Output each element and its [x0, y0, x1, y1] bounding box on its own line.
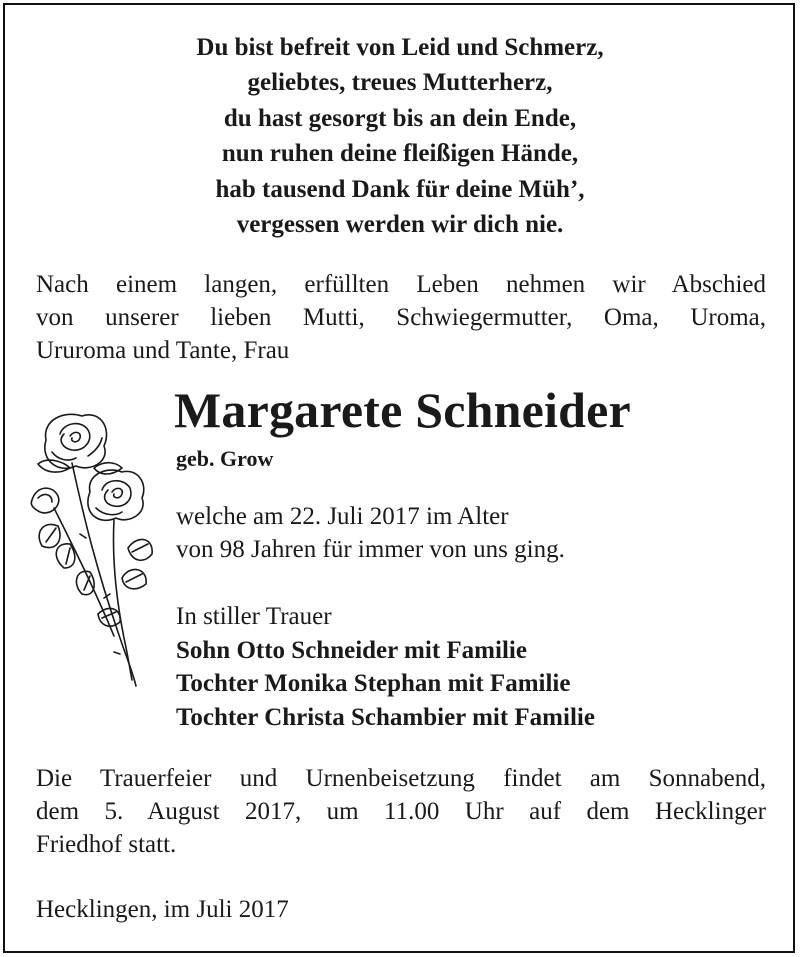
poem-line: geliebtes, treues Mutterherz,	[247, 69, 553, 97]
death-notice	[176, 500, 565, 566]
poem-line: Du bist befreit von Leid und Schmerz,	[196, 34, 604, 61]
intro-line: Nach einem langen, erfüllten Leben nehmen wir Abschied	[36, 271, 766, 298]
poem	[0, 30, 800, 242]
poem-line: vergessen werden wir dich nie.	[236, 211, 564, 239]
poem-line: du hast gesorgt bis an dein Ende,	[223, 104, 577, 132]
funeral-paragraph	[36, 762, 766, 861]
death-notice-line: welche am 22. Juli 2017 im Alter	[176, 503, 509, 530]
mourner-entry: Sohn Otto Schneider mit Familie	[176, 636, 527, 664]
funeral-line: dem 5. August 2017, um 11.00 Uhr auf dem Hecklinger	[36, 798, 766, 825]
death-notice-line: von 98 Jahren für immer von uns ging.	[176, 536, 565, 563]
intro-line: von unserer lieben Mutti, Schwiegermutter, Oma, Uroma,	[36, 304, 766, 331]
mourners-heading: In stiller Trauer	[176, 603, 332, 630]
poem-line: nun ruhen deine fleißigen Hände,	[221, 140, 579, 168]
mourner-entry: Tochter Monika Stephan mit Familie	[176, 670, 571, 697]
poem-line: hab tausend Dank für deine Müh’,	[215, 175, 585, 203]
funeral-line: Die Trauerfeier und Urnenbeisetzung findet am Sonnabend,	[36, 765, 766, 792]
roses-icon	[24, 408, 164, 693]
intro-paragraph	[36, 268, 766, 367]
place-date: Hecklingen, im Juli 2017	[36, 896, 289, 923]
birth-name: geb. Grow	[176, 446, 274, 471]
mourner-entry: Tochter Christa Schambier mit Familie	[176, 703, 595, 731]
funeral-line: Friedhof statt.	[36, 831, 177, 858]
deceased-name: Margarete Schneider	[174, 382, 631, 438]
mourners-block	[176, 600, 595, 734]
intro-line: Ururoma und Tante, Frau	[36, 337, 290, 364]
